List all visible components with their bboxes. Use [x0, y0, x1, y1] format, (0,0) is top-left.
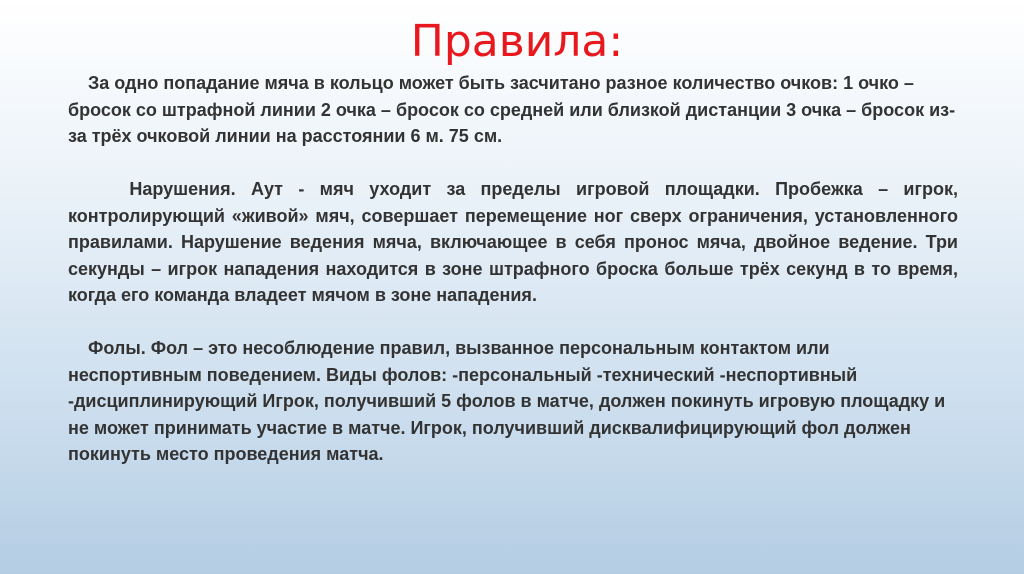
paragraph-fouls: Фолы. Фол – это несоблюдение правил, вызванное персональным контактом или неспортивным поведением. Виды фолов: -персональный -технический -неспортивный -дисциплинирующий Игрок, получивший 5 фолов в матче, должен покинуть игровую площадку и не может принимать участие в матче. Игрок, получивший дисквалифицирующий фол должен покинуть место проведения матча.	[68, 338, 951, 464]
slide-title: Правила:	[410, 16, 624, 67]
slide-body	[68, 70, 964, 494]
paragraph-scoring: За одно попадание мяча в кольцо может быть засчитано разное количество очков: 1 очко – бросок со штрафной линии 2 очка – бросок со средней или близкой дистанции 3 очка – бросок из-за трёх очковой линии на расстоянии 6 м. 75 см.	[68, 73, 956, 146]
paragraph-violations: Нарушения. Аут - мяч уходит за пределы игровой площадки. Пробежка – игрок, контролирующий «живой» мяч, совершает перемещение ног сверх ограничения, установленного правилами. Нарушение ведения мяча, включающее в себя пронос мяча, двойное ведение. Три секунды – игрок нападения находится в зоне штрафного броска больше трёх секунд в то время, когда его команда владеет мячом в зоне нападения.	[68, 179, 964, 305]
